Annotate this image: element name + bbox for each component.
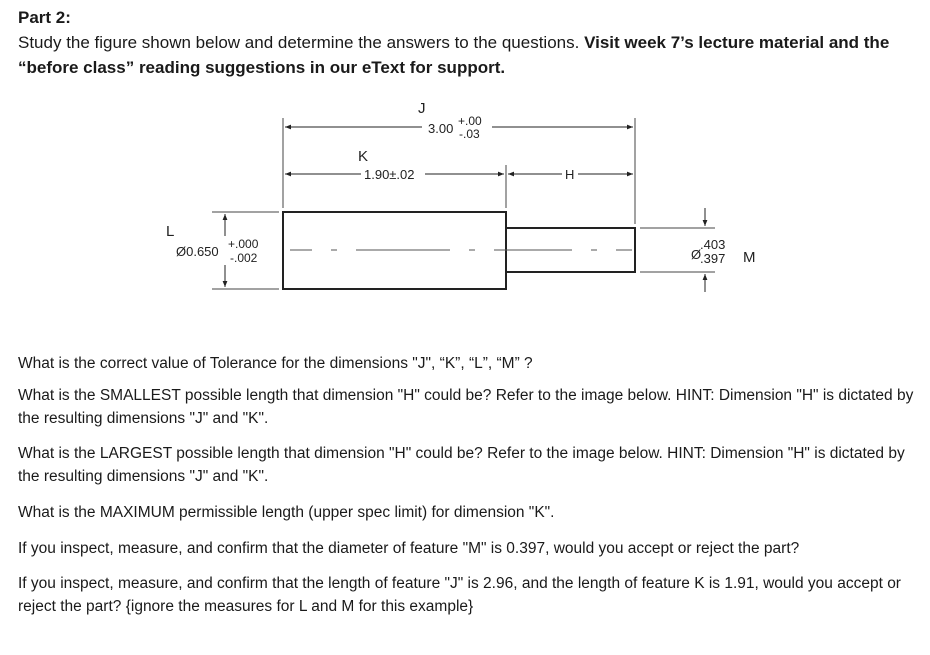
dim-J-nominal: 3.00 bbox=[428, 121, 454, 136]
dim-L-minus: -.002 bbox=[230, 251, 258, 265]
dim-L-letter: L bbox=[166, 223, 175, 240]
dim-M-upper: .403 bbox=[700, 237, 726, 252]
extension-lines bbox=[212, 118, 715, 289]
dim-L-nominal: Ø0.650 bbox=[176, 244, 219, 259]
dim-K-letter: K bbox=[358, 148, 369, 165]
dim-L-plus: +.000 bbox=[228, 237, 259, 251]
dimension-K bbox=[285, 148, 504, 182]
question-tolerance: What is the correct value of Tolerance for the dimensions "J", “K”, “L”, “M” ? bbox=[18, 355, 533, 372]
question-smallest-h: What is the SMALLEST possible length that dimension "H" could be? Refer to the image below. HINT: Dimension "H" is dictated by the resulting dimensions "J" and "K". bbox=[18, 387, 914, 427]
intro-plain: Study the figure shown below and determine the answers to the questions. bbox=[18, 33, 585, 52]
question-accept-reject: If you inspect, measure, and confirm that the length of feature "J" is 2.96, and the length of feature K is 1.91, would you accept or reject the part? {ignore the measures for L and M for this example} bbox=[18, 575, 901, 615]
question-largest-h: What is the LARGEST possible length that dimension "H" could be? Refer to the image below. HINT: Dimension "H" is dictated by the resulting dimensions "J" and "K". bbox=[18, 445, 905, 485]
dimension-H bbox=[508, 167, 633, 182]
question-max-k: What is the MAXIMUM permissible length (upper spec limit) for dimension "K". bbox=[18, 504, 555, 521]
dimension-M bbox=[691, 208, 756, 292]
dim-J-minus: -.03 bbox=[459, 127, 480, 141]
question-feature-m: If you inspect, measure, and confirm that the diameter of feature "M" is 0.397, would you accept or reject the part? bbox=[18, 540, 800, 557]
intro-bold: Visit week 7’s lecture material and the “before class” reading suggestions in our eText for support. bbox=[18, 33, 890, 77]
dim-J-letter: J bbox=[418, 100, 426, 117]
dim-J-plus: +.00 bbox=[458, 114, 482, 128]
dim-M-symbol: Ø bbox=[691, 247, 702, 262]
part-heading: Part 2: bbox=[18, 8, 71, 27]
dim-K-value: 1.90±.02 bbox=[364, 167, 415, 182]
dimension-J bbox=[285, 100, 633, 141]
dim-H-letter: H bbox=[565, 167, 575, 182]
dim-M-letter: M bbox=[743, 249, 756, 266]
dimension-L bbox=[166, 214, 259, 287]
dim-M-lower: .397 bbox=[700, 251, 726, 266]
